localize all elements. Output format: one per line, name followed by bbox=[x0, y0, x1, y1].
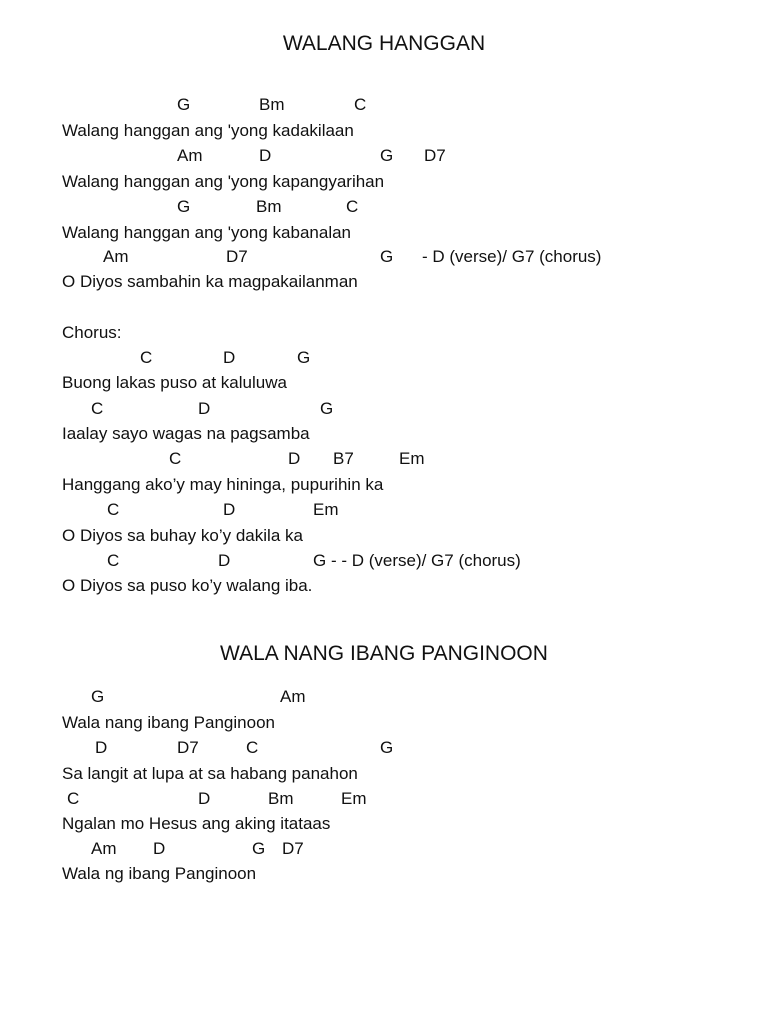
chorus-label: Chorus: bbox=[62, 323, 122, 342]
chord: D bbox=[288, 449, 301, 468]
chord: Am bbox=[280, 687, 306, 706]
chord: G bbox=[297, 348, 311, 367]
lyric-line: Hanggang ako’y may hininga, pupurihin ka bbox=[62, 475, 384, 494]
song-title: WALANG HANGGAN bbox=[282, 32, 486, 55]
chord: G bbox=[91, 687, 105, 706]
chord: Em bbox=[341, 789, 367, 808]
lyric-line: Wala ng ibang Panginoon bbox=[62, 864, 257, 883]
chord: C bbox=[140, 348, 153, 367]
chord: C bbox=[346, 197, 359, 216]
lyric-line: Walang hanggan ang 'yong kadakilaan bbox=[62, 121, 354, 140]
chord: C bbox=[107, 551, 120, 570]
lyric-line: Iaalay sayo wagas na pagsamba bbox=[62, 424, 310, 443]
lyric-line: Walang hanggan ang 'yong kabanalan bbox=[62, 223, 352, 242]
chord: G bbox=[380, 738, 394, 757]
chord: D bbox=[198, 789, 211, 808]
chord: D bbox=[259, 146, 272, 165]
lyric-line: Wala nang ibang Panginoon bbox=[62, 713, 275, 732]
chord: D7 bbox=[177, 738, 199, 757]
song-title: WALA NANG IBANG PANGINOON bbox=[220, 642, 548, 665]
chord: C bbox=[246, 738, 259, 757]
chord: C bbox=[67, 789, 80, 808]
chord: Am bbox=[103, 247, 129, 266]
chord-note: - D (verse)/ G7 (chorus) bbox=[422, 247, 602, 266]
chord: D bbox=[223, 348, 236, 367]
lyric-line: Ngalan mo Hesus ang aking itataas bbox=[62, 814, 331, 833]
lyric-line: Sa langit at lupa at sa habang panahon bbox=[62, 764, 358, 783]
chord: G bbox=[177, 95, 191, 114]
chord: Am bbox=[177, 146, 203, 165]
chord: C bbox=[169, 449, 182, 468]
chord: D7 bbox=[226, 247, 248, 266]
chord: Bm bbox=[256, 197, 282, 216]
chord: Em bbox=[399, 449, 425, 468]
chord: D bbox=[198, 399, 211, 418]
chord: B7 bbox=[333, 449, 354, 468]
lyric-line: O Diyos sa puso ko’y walang iba. bbox=[62, 576, 313, 595]
chord: C bbox=[91, 399, 104, 418]
chord: G bbox=[177, 197, 191, 216]
chord: Bm bbox=[259, 95, 285, 114]
lyric-line: O Diyos sa buhay ko’y dakila ka bbox=[62, 526, 303, 545]
chord: C bbox=[107, 500, 120, 519]
chord: D bbox=[153, 839, 166, 858]
chord: G bbox=[380, 146, 394, 165]
lyric-line: Buong lakas puso at kaluluwa bbox=[62, 373, 287, 392]
chord: D bbox=[223, 500, 236, 519]
chord: G bbox=[380, 247, 394, 266]
lyric-line: O Diyos sambahin ka magpakailanman bbox=[62, 272, 358, 291]
chord: G bbox=[320, 399, 334, 418]
lyric-line: Walang hanggan ang 'yong kapangyarihan bbox=[62, 172, 385, 191]
chord: G bbox=[252, 839, 266, 858]
chord: D7 bbox=[424, 146, 446, 165]
chord: Am bbox=[91, 839, 117, 858]
chord: D7 bbox=[282, 839, 304, 858]
chord: D bbox=[218, 551, 231, 570]
chord: Bm bbox=[268, 789, 294, 808]
chord: Em bbox=[313, 500, 339, 519]
chord: C bbox=[354, 95, 367, 114]
chord-note: G - - D (verse)/ G7 (chorus) bbox=[313, 551, 521, 570]
chord: D bbox=[95, 738, 108, 757]
